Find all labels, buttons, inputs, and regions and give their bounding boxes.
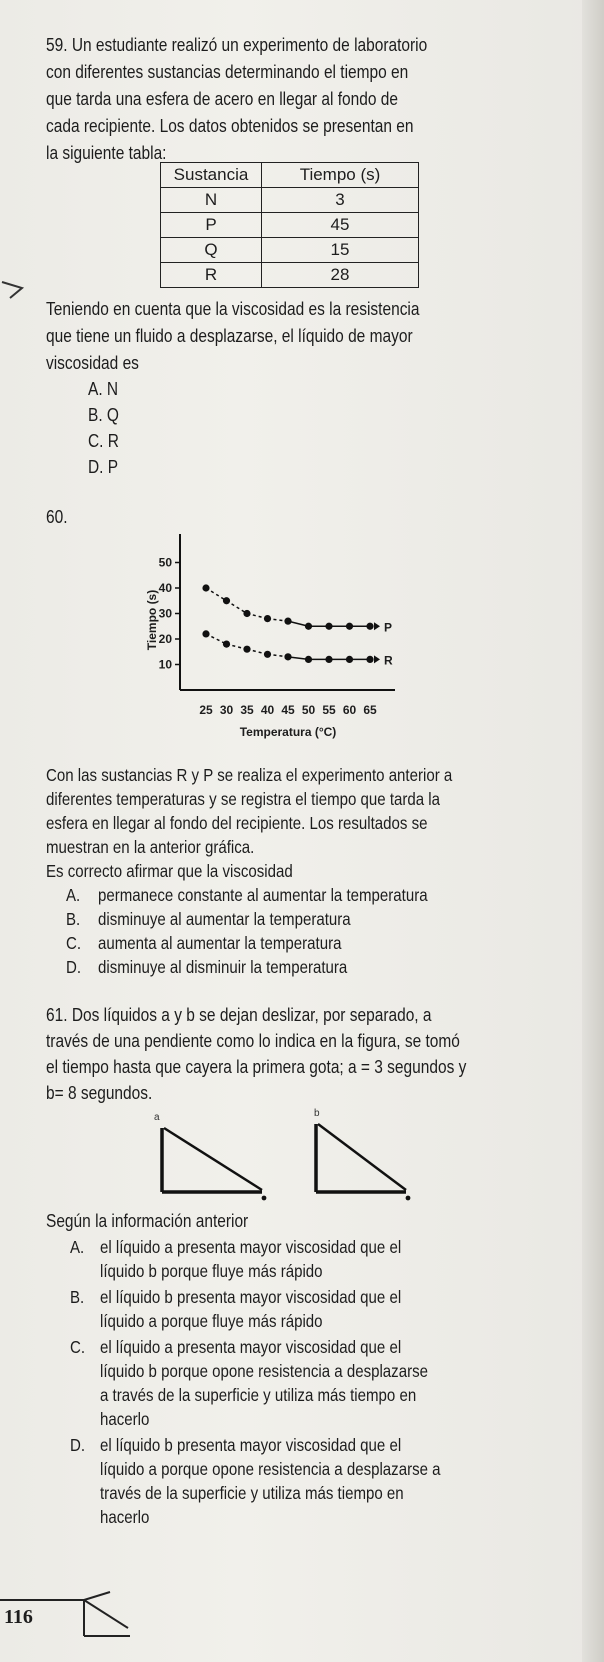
q60-option-c-letter[interactable]: C.: [66, 933, 82, 953]
q60-option-d[interactable]: disminuye al disminuir la temperatura: [98, 957, 348, 977]
q61-line-1: 61. Dos líquidos a y b se dejan deslizar, por separado, a: [46, 1005, 432, 1025]
q61-option-d-line-4[interactable]: hacerlo: [100, 1507, 150, 1527]
q60-option-a-letter[interactable]: A.: [66, 885, 81, 905]
x-tick-label: 25: [199, 703, 213, 717]
table-cell: 45: [262, 213, 419, 238]
series-R-point: [202, 630, 209, 637]
q60-text-line-3: esfera en llegar al fondo del recipiente. Los resultados se: [46, 813, 428, 833]
y-tick-label: 50: [158, 555, 172, 570]
series-P-point: [325, 623, 332, 630]
chart-marks: [202, 584, 393, 667]
series-P-segment: [206, 588, 227, 601]
table-cell: Q: [161, 238, 262, 263]
series-P-point: [202, 584, 209, 591]
q61-option-b-line-2[interactable]: líquido a porque fluye más rápido: [100, 1311, 323, 1331]
x-tick-label: 60: [342, 703, 357, 717]
q60-option-c[interactable]: aumenta al aumentar la temperatura: [98, 933, 342, 953]
x-tick-label: 50: [301, 703, 316, 717]
table-cell: N: [161, 188, 262, 213]
y-tick-label: 30: [158, 606, 172, 621]
x-tick-label: 35: [240, 703, 254, 717]
table-cell: 3: [262, 188, 419, 213]
series-P-point: [346, 623, 353, 630]
series-P-point: [284, 618, 291, 625]
table-row: [161, 238, 419, 263]
q59-question-line-3: viscosidad es: [46, 353, 139, 373]
q61-line-2: través de una pendiente como lo indica en la figura, se tomó: [46, 1031, 460, 1051]
q59-line-5: la siguiente tabla:: [46, 143, 167, 163]
q61-line-4: b= 8 segundos.: [46, 1083, 153, 1103]
figure-label-b: b: [314, 1108, 320, 1119]
q60-text-line-2: diferentes temperaturas y se registra el tiempo que tarda la: [46, 789, 441, 809]
table-row: [161, 213, 419, 238]
q60-text-line-5: Es correcto afirmar que la viscosidad: [46, 861, 293, 881]
table-row: [161, 188, 419, 213]
table-cell: 28: [262, 263, 419, 288]
x-tick-label: 40: [260, 703, 275, 717]
q59-table: [160, 162, 419, 288]
q60-text-line-1: Con las sustancias R y P se realiza el experimento anterior a: [46, 765, 453, 785]
series-P-label: P: [384, 620, 393, 635]
series-P-point: [366, 623, 373, 630]
series-R-arrow: [374, 655, 380, 663]
x-axis-label: Temperatura (°C): [239, 725, 337, 739]
chart-axes: [180, 534, 395, 690]
q60-option-a[interactable]: permanece constante al aumentar la temperatura: [98, 885, 428, 905]
series-R-point: [325, 656, 332, 663]
table-row: [161, 263, 419, 288]
series-R-point: [366, 656, 373, 663]
table-cell: 15: [262, 238, 419, 263]
q59-option-a[interactable]: A. N: [88, 379, 119, 399]
q61-intro: Según la información anterior: [46, 1211, 249, 1231]
y-axis-label: Tiempo (s): [145, 589, 159, 651]
incline-b: [316, 1124, 410, 1200]
q61-option-a-line-2[interactable]: líquido b porque fluye más rápido: [100, 1261, 323, 1281]
q61-option-a-line-1[interactable]: el líquido a presenta mayor viscosidad que el: [100, 1237, 402, 1257]
q61-option-b-letter[interactable]: B.: [70, 1287, 85, 1307]
series-P-point: [243, 610, 250, 617]
x-tick-label: 65: [363, 703, 377, 717]
q60-option-d-letter[interactable]: D.: [66, 957, 82, 977]
q60-chart: [140, 530, 460, 740]
q61-option-c-letter[interactable]: C.: [70, 1337, 86, 1357]
q61-option-c-line-1[interactable]: el líquido a presenta mayor viscosidad que el: [100, 1337, 402, 1357]
table-cell: R: [161, 263, 262, 288]
q61-option-c-line-2[interactable]: líquido b porque opone resistencia a desplazarse: [100, 1361, 428, 1381]
series-P-segment: [227, 601, 248, 614]
q61-option-c-line-3[interactable]: a través de la superficie y utiliza más tiempo en: [100, 1385, 417, 1405]
q61-figure: [150, 1106, 450, 1206]
q59-option-c[interactable]: C. R: [88, 431, 119, 451]
series-R-point: [264, 651, 271, 658]
x-tick-label: 55: [322, 703, 336, 717]
q60-option-b-letter[interactable]: B.: [66, 909, 81, 929]
q60-number: 60.: [46, 507, 68, 527]
table-header-sustancia: Sustancia: [161, 163, 262, 188]
series-P-point: [223, 597, 230, 604]
x-tick-label: 30: [219, 703, 234, 717]
q59-line-4: cada recipiente. Los datos obtenidos se presentan en: [46, 116, 414, 136]
series-P-point: [305, 623, 312, 630]
y-tick-label: 40: [158, 581, 172, 595]
figure-label-a: a: [154, 1112, 160, 1123]
q61-option-d-letter[interactable]: D.: [70, 1435, 86, 1455]
q61-option-c-line-4[interactable]: hacerlo: [100, 1409, 150, 1429]
series-P-arrow: [374, 622, 380, 630]
table-cell: P: [161, 213, 262, 238]
q59-line-3: que tarda una esfera de acero en llegar al fondo de: [46, 89, 399, 109]
y-tick-label: 10: [158, 657, 172, 672]
q59-question-line-2: que tiene un fluido a desplazarse, el líquido de mayor: [46, 326, 413, 346]
x-tick-label: 45: [281, 703, 295, 717]
q61-option-d-line-3[interactable]: través de la superficie y utiliza más tiempo en: [100, 1483, 404, 1503]
q59-line-2: con diferentes sustancias determinando el tiempo en: [46, 62, 409, 82]
page-edge: [582, 0, 604, 1662]
q61-option-d-line-2[interactable]: líquido a porque opone resistencia a desplazarse a: [100, 1459, 441, 1479]
q59-option-b[interactable]: B. Q: [88, 405, 119, 425]
series-R-point: [284, 653, 291, 660]
q60-text-line-4: muestran en la anterior gráfica.: [46, 837, 255, 857]
page-number: 116: [4, 1606, 33, 1628]
q61-option-b-line-1[interactable]: el líquido b presenta mayor viscosidad que el: [100, 1287, 402, 1307]
q59-question-line-1: Teniendo en cuenta que la viscosidad es la resistencia: [46, 299, 420, 319]
q59-option-d[interactable]: D. P: [88, 457, 119, 477]
q61-line-3: el tiempo hasta que cayera la primera gota; a = 3 segundos y: [46, 1057, 467, 1077]
q59-line-1: 59. Un estudiante realizó un experimento de laboratorio: [46, 35, 428, 55]
table-header-tiempo: Tiempo (s): [262, 163, 419, 188]
series-P-point: [264, 615, 271, 622]
margin-mark: [0, 276, 40, 306]
incline-a: [162, 1128, 266, 1200]
series-R-point: [223, 641, 230, 648]
q60-option-b[interactable]: disminuye al aumentar la temperatura: [98, 909, 351, 929]
q61-option-d-line-1[interactable]: el líquido b presenta mayor viscosidad que el: [100, 1435, 402, 1455]
y-tick-label: 20: [158, 632, 172, 646]
series-R-point: [243, 646, 250, 653]
series-R-point: [305, 656, 312, 663]
series-R-label: R: [384, 653, 393, 668]
series-R-point: [346, 656, 353, 663]
q61-option-a-letter[interactable]: A.: [70, 1237, 85, 1257]
